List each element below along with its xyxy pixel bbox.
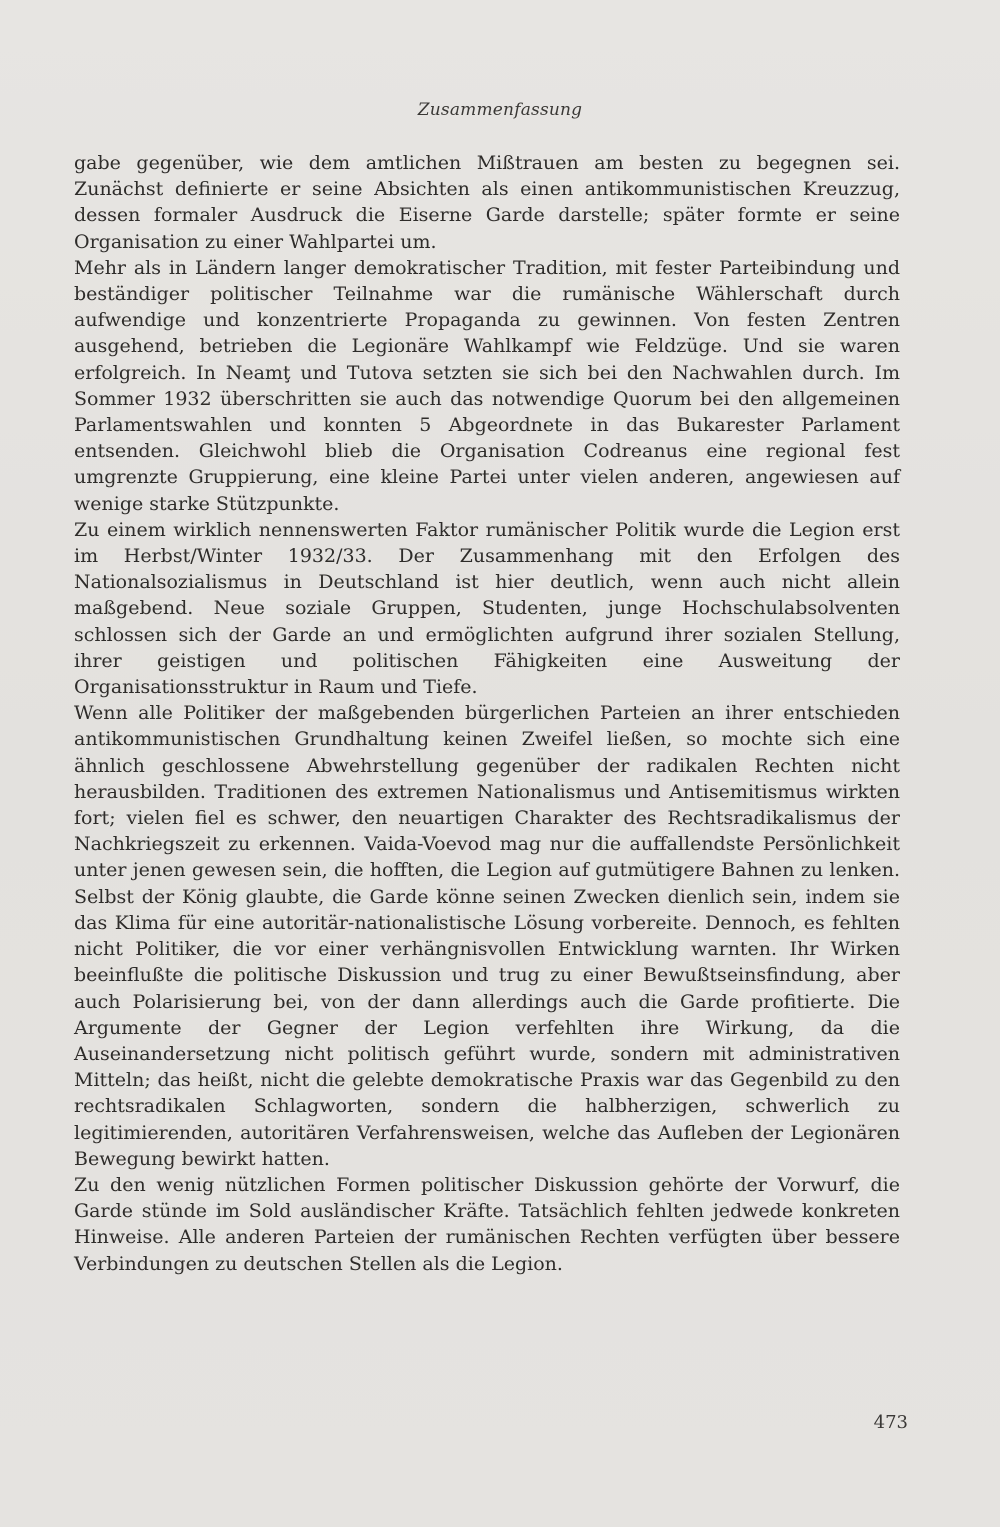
paragraph: Zu den wenig nützlichen Formen politischer Diskussion gehörte der Vorwurf, die Garde stünde im Sold ausländischer Kräfte. Tatsächlich fehlten jedwede konkreten Hinweise. Alle anderen Parteien der rumänischen Rechten verfügten über bessere Verbindungen zu deutschen Stellen als die Legion. bbox=[74, 1173, 900, 1275]
paragraph: Wenn alle Politiker der maßgebenden bürgerlichen Parteien an ihrer entschieden antikommunistischen Grundhaltung keinen Zweifel ließen, so mochte sich eine ähnlich geschlossene Abwehrstellung gegenüber der radikalen Rechten nicht herausbilden. Traditionen des extremen Nationalismus und Antisemitismus wirkten fort; vielen fiel es schwer, den neuartigen Charakter des Rechtsradikalismus der Nachkriegszeit zu erkennen. Vaida-Voevod mag nur die auffallendste Persönlichkeit unter jenen gewesen sein, die hofften, die Legion auf gutmütigere Bahnen zu lenken. Selbst der König glaubte, die Garde könne seinen Zwecken dienlich sein, indem sie das Klima für eine autoritär-nationalistische Lösung vorbereite. Dennoch, es fehlten nicht Politiker, die vor einer verhängnisvollen Entwicklung warnten. Ihr Wirken beeinflußte die politische Diskussion und trug zu einer Bewußtseinsfindung, aber auch Polarisierung bei, von der dann allerdings auch die Garde profitierte. Die Argumente der Gegner der Legion verfehlten ihre Wirkung, da die Auseinandersetzung nicht politisch geführt wurde, sondern mit administrativen Mitteln; das heißt, nicht die gelebte demokratische Praxis war das Gegenbild zu den rechtsradikalen Schlagworten, sondern die halbherzigen, schwerlich zu legitimierenden, autoritären Verfahrensweisen, welche das Aufleben der Legionären Bewegung bewirkt hatten. bbox=[74, 702, 900, 1170]
paragraph: Mehr als in Ländern langer demokratischer Tradition, mit fester Parteibindung und beständiger politischer Teilnahme war die rumänische Wählerschaft durch aufwendige und konzentrierte Propaganda zu gewinnen. Von festen Zentren ausgehend, betrieben die Legionäre Wahlkampf wie Feldzüge. Und sie waren erfolgreich. In Neamţ und Tutova setzten sie sich bei den Nachwahlen durch. Im Sommer 1932 überschritten sie auch das notwendige Quorum bei den allgemeinen Parlamentswahlen und konnten 5 Abgeordnete in das Bukarester Parlament entsenden. Gleichwohl blieb die Organisation Codreanus eine regional fest umgrenzte Gruppierung, eine kleine Partei unter vielen anderen, angewiesen auf wenige starke Stützpunkte. bbox=[74, 256, 900, 515]
body-text bbox=[74, 150, 900, 1277]
paragraph: gabe gegenüber, wie dem amtlichen Mißtrauen am besten zu begegnen sei. Zunächst definierte er seine Absichten als einen antikommunistischen Kreuzzug, dessen formaler Ausdruck die Eiserne Garde darstelle; später formte er seine Organisation zu einer Wahlpartei um. bbox=[74, 152, 900, 253]
running-head: Zusammenfassung bbox=[417, 100, 583, 120]
page-number: 473 bbox=[873, 1412, 908, 1433]
paragraph: Zu einem wirklich nennenswerten Faktor rumänischer Politik wurde die Legion erst im Herbst/Winter 1932/33. Der Zusammenhang mit den Erfolgen des Nationalsozialismus in Deutschland ist hier deutlich, wenn auch nicht allein maßgebend. Neue soziale Gruppen, Studenten, junge Hochschulabsolventen schlossen sich der Garde an und ermöglichten aufgrund ihrer sozialen Stellung, ihrer geistigen und politischen Fähigkeiten eine Ausweitung der Organisationsstruktur in Raum und Tiefe. bbox=[74, 518, 900, 699]
